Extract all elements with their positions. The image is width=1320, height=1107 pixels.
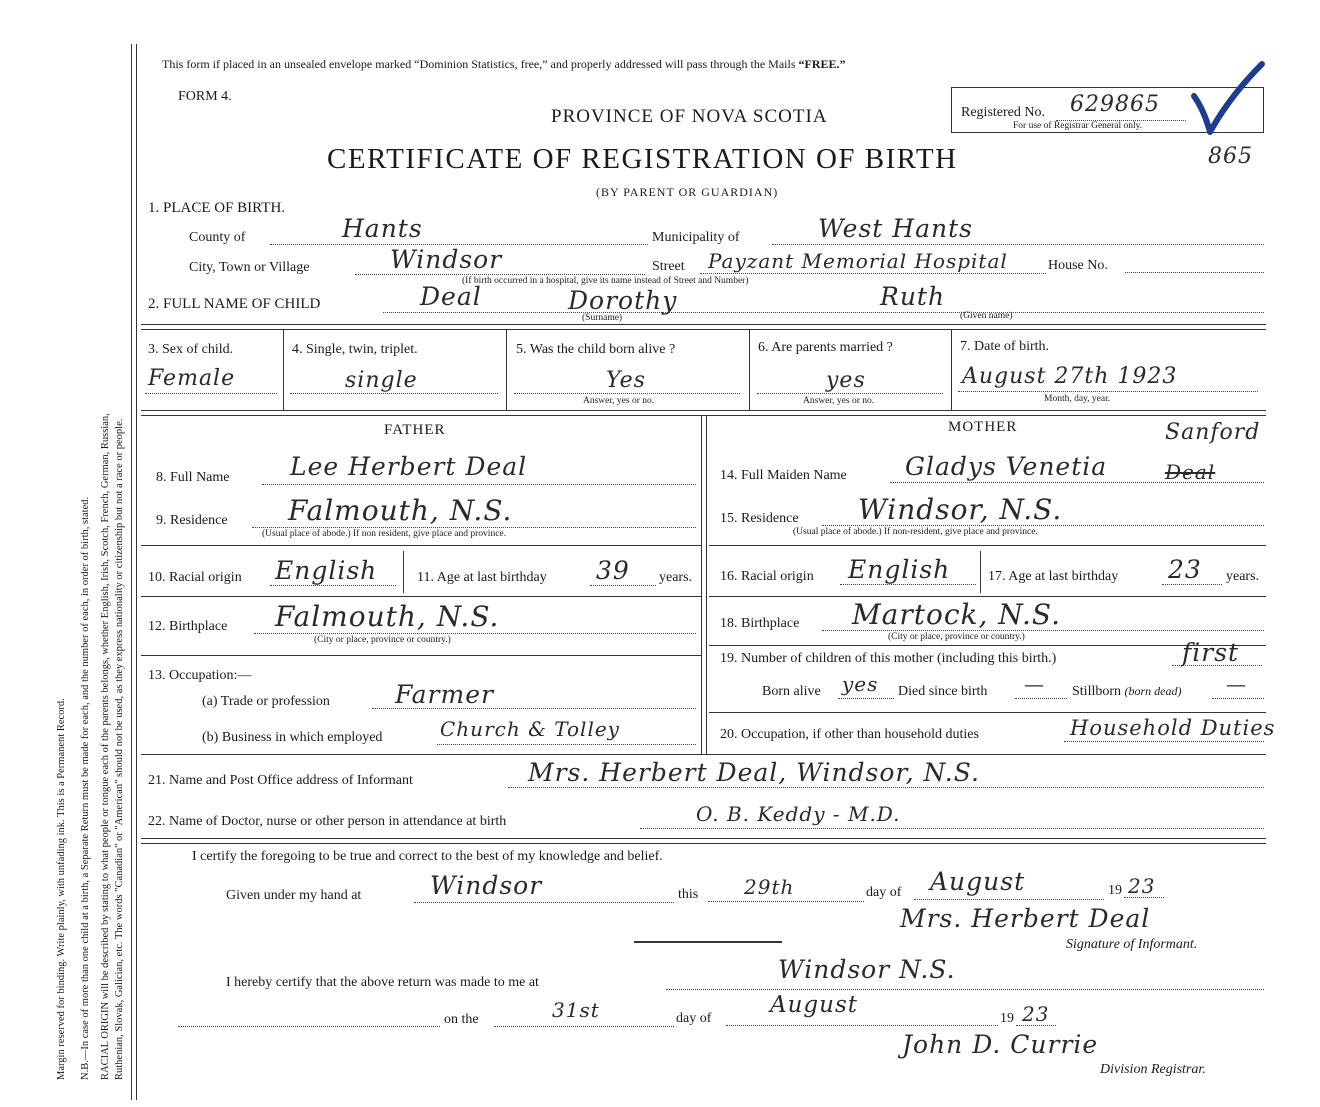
- given-year-value: 23: [1128, 874, 1156, 898]
- father-years-label: years.: [659, 570, 693, 585]
- father-age-value: 39: [596, 556, 630, 585]
- mother-age-label: 17. Age at last birthday: [988, 569, 1119, 584]
- informant-signature-caption: Signature of Informant.: [1066, 937, 1198, 952]
- registrar-place-value: Windsor N.S.: [778, 955, 956, 984]
- mother-racial-origin-value: English: [848, 555, 951, 584]
- father-residence-value: Falmouth, N.S.: [288, 494, 513, 527]
- died-since-birth-label: Died since birth: [898, 684, 988, 699]
- mother-maiden-name-value: Gladys Venetia: [905, 452, 1108, 481]
- mother-residence-value: Windsor, N.S.: [858, 493, 1063, 526]
- informant-value: Mrs. Herbert Deal, Windsor, N.S.: [528, 758, 980, 787]
- mother-birthplace-note: (City or place, province or country.): [888, 632, 1025, 642]
- certification-statement: I certify the foregoing to be true and correct to the best of my knowledge and belief.: [192, 849, 663, 864]
- city-label: City, Town or Village: [189, 260, 310, 275]
- given-under-hand-label: Given under my hand at: [226, 888, 362, 903]
- mother-birthplace-label: 18. Birthplace: [720, 616, 800, 631]
- born-alive-count-value: yes: [842, 672, 879, 696]
- municipality-label: Municipality of: [652, 230, 740, 245]
- given-place-value: Windsor: [430, 871, 543, 900]
- registrar-year-value: 23: [1022, 1002, 1050, 1026]
- mother-maiden-name-insert: Sanford: [1165, 420, 1261, 445]
- mother-maiden-name-struck: Deal: [1165, 460, 1216, 484]
- parents-married-answer-note: Answer, yes or no.: [803, 396, 875, 406]
- margin-note-racial-origin-cont: Ruthenian, Slovak, Galician, etc. The words "Canadian" or "American" should not be used, as they express nationality or citizenship but not a race or people.: [114, 418, 125, 1080]
- mother-occupation-value: Household Duties: [1070, 716, 1276, 740]
- mother-heading: MOTHER: [948, 419, 1018, 435]
- date-of-birth-value: August 27th 1923: [962, 364, 1178, 389]
- father-business-label: (b) Business in which employed: [202, 730, 383, 745]
- margin-note-racial-origin: RACIAL ORIGIN will be described by stating to what people or tongue each of the parents belongs, whether English, Irish, Scotch, French, German, Russian,: [100, 413, 111, 1080]
- given-month-value: August: [930, 867, 1026, 896]
- given-year-prefix: 19: [1108, 883, 1122, 898]
- mother-occupation-label: 20. Occupation, if other than household duties: [720, 727, 979, 742]
- multiplicity-label: 4. Single, twin, triplet.: [292, 342, 418, 357]
- registrar-signature-caption: Division Registrar.: [1100, 1062, 1206, 1077]
- page-subtitle: (BY PARENT OR GUARDIAN): [596, 185, 779, 199]
- father-racial-origin-value: English: [275, 556, 378, 585]
- child-surname-value: Deal: [420, 282, 482, 311]
- registrar-year-prefix: 19: [1000, 1011, 1014, 1026]
- date-of-birth-label: 7. Date of birth.: [960, 339, 1050, 354]
- father-residence-label: 9. Residence: [156, 513, 228, 528]
- registrar-on-the-label: on the: [444, 1012, 479, 1027]
- registrar-note: For use of Registrar General only.: [1013, 121, 1143, 131]
- street-label: Street: [652, 259, 685, 274]
- county-label: County of: [189, 230, 246, 245]
- divider-short: [634, 941, 782, 943]
- father-name-label: 8. Full Name: [156, 470, 230, 485]
- registrar-signature: John D. Currie: [902, 1030, 1099, 1059]
- margin-number: 865: [1208, 144, 1253, 169]
- mother-children-value: first: [1182, 638, 1240, 667]
- father-birthplace-value: Falmouth, N.S.: [275, 600, 500, 633]
- father-trade-label: (a) Trade or profession: [202, 694, 330, 709]
- mother-residence-label: 15. Residence: [720, 511, 799, 526]
- place-of-birth-heading: 1. PLACE OF BIRTH.: [148, 200, 286, 216]
- mother-racial-origin-label: 16. Racial origin: [720, 569, 814, 584]
- registrar-month-value: August: [770, 992, 859, 1018]
- given-day-of-label: day of: [866, 885, 902, 900]
- father-occupation-label: 13. Occupation:—: [148, 668, 252, 683]
- postal-note: This form if placed in an unsealed envelope marked “Dominion Statistics, free,” and properly addressed will pass through the Mails “FREE.”: [162, 57, 846, 71]
- mother-years-label: years.: [1226, 569, 1260, 584]
- section-rule: [141, 324, 1266, 330]
- doctor-value: O. B. Keddy - M.D.: [696, 802, 901, 826]
- father-birthplace-note: (City or place, province or country.): [314, 635, 451, 645]
- margin-note-binding: Margin reserved for binding. Write plainly, with unfading ink. This is a Permanent Record.: [56, 698, 67, 1080]
- sex-label: 3. Sex of child.: [148, 342, 234, 357]
- father-trade-value: Farmer: [395, 680, 494, 709]
- child-given-name-value: Ruth: [880, 282, 946, 311]
- page-title: CERTIFICATE OF REGISTRATION OF BIRTH: [327, 143, 958, 175]
- city-value: Windsor: [390, 245, 503, 274]
- given-name-note: (Given name): [960, 311, 1013, 321]
- doctor-label: 22. Name of Doctor, nurse or other person in attendance at birth: [148, 814, 507, 829]
- born-alive-value: Yes: [606, 368, 646, 393]
- registered-label: Registered No.: [961, 105, 1045, 120]
- multiplicity-value: single: [345, 368, 418, 393]
- house-number-label: House No.: [1048, 258, 1108, 273]
- father-residence-note: (Usual place of abode.) If non resident, give place and province.: [262, 529, 506, 539]
- registrar-day-of-label: day of: [676, 1011, 712, 1026]
- born-alive-label: 5. Was the child born alive ?: [516, 342, 676, 357]
- mother-residence-note: (Usual place of abode.) If non-resident, give place and province.: [793, 527, 1038, 537]
- province-heading: PROVINCE OF NOVA SCOTIA: [551, 106, 828, 127]
- sex-value: Female: [148, 366, 236, 391]
- checkmark-icon: [1190, 58, 1265, 138]
- born-alive-count-label: Born alive: [762, 684, 821, 699]
- parents-married-value: yes: [826, 368, 866, 393]
- stillborn-label: Stillborn (born dead): [1072, 684, 1182, 699]
- registered-value: 629865: [1070, 92, 1160, 117]
- hospital-note: (If birth occurred in a hospital, give its name instead of Street and Number): [462, 276, 749, 286]
- date-of-birth-note: Month, day, year.: [1044, 394, 1111, 404]
- father-age-label: 11. Age at last birthday: [417, 570, 547, 585]
- informant-label: 21. Name and Post Office address of Informant: [148, 773, 413, 788]
- street-value: Payzant Memorial Hospital: [708, 249, 1008, 273]
- father-business-value: Church & Tolley: [440, 717, 620, 741]
- mother-age-value: 23: [1168, 555, 1202, 584]
- father-heading: FATHER: [384, 422, 446, 438]
- parents-divider: [701, 416, 707, 754]
- form-number: FORM 4.: [178, 89, 232, 104]
- this-label: this: [678, 887, 699, 902]
- born-alive-answer-note: Answer, yes or no.: [583, 396, 655, 406]
- father-racial-origin-label: 10. Racial origin: [148, 570, 242, 585]
- died-since-birth-value: —: [1024, 672, 1045, 696]
- registrar-day-value: 31st: [552, 998, 600, 1022]
- given-day-value: 29th: [744, 875, 795, 899]
- father-name-value: Lee Herbert Deal: [290, 452, 528, 481]
- municipality-value: West Hants: [818, 214, 973, 243]
- child-name-label: 2. FULL NAME OF CHILD: [148, 296, 321, 312]
- registrar-statement: I hereby certify that the above return was made to me at: [226, 975, 539, 990]
- mother-birthplace-value: Martock, N.S.: [852, 598, 1061, 631]
- parents-married-label: 6. Are parents married ?: [758, 340, 893, 355]
- binding-margin-rule: [131, 44, 137, 1100]
- informant-signature: Mrs. Herbert Deal: [900, 904, 1151, 933]
- child-middle-name-value: Dorothy: [568, 286, 678, 315]
- county-value: Hants: [342, 214, 423, 243]
- surname-note: (Surname): [582, 313, 623, 323]
- mother-maiden-name-label: 14. Full Maiden Name: [720, 468, 847, 483]
- stillborn-value: —: [1226, 672, 1247, 696]
- father-birthplace-label: 12. Birthplace: [148, 619, 228, 634]
- margin-note-multiple-births: N.B.—In case of more than one child at a birth, a Separate Return must be made for each, and the number of each, in order of birth, stated.: [80, 496, 91, 1080]
- mother-children-label: 19. Number of children of this mother (including this birth.): [720, 651, 1057, 666]
